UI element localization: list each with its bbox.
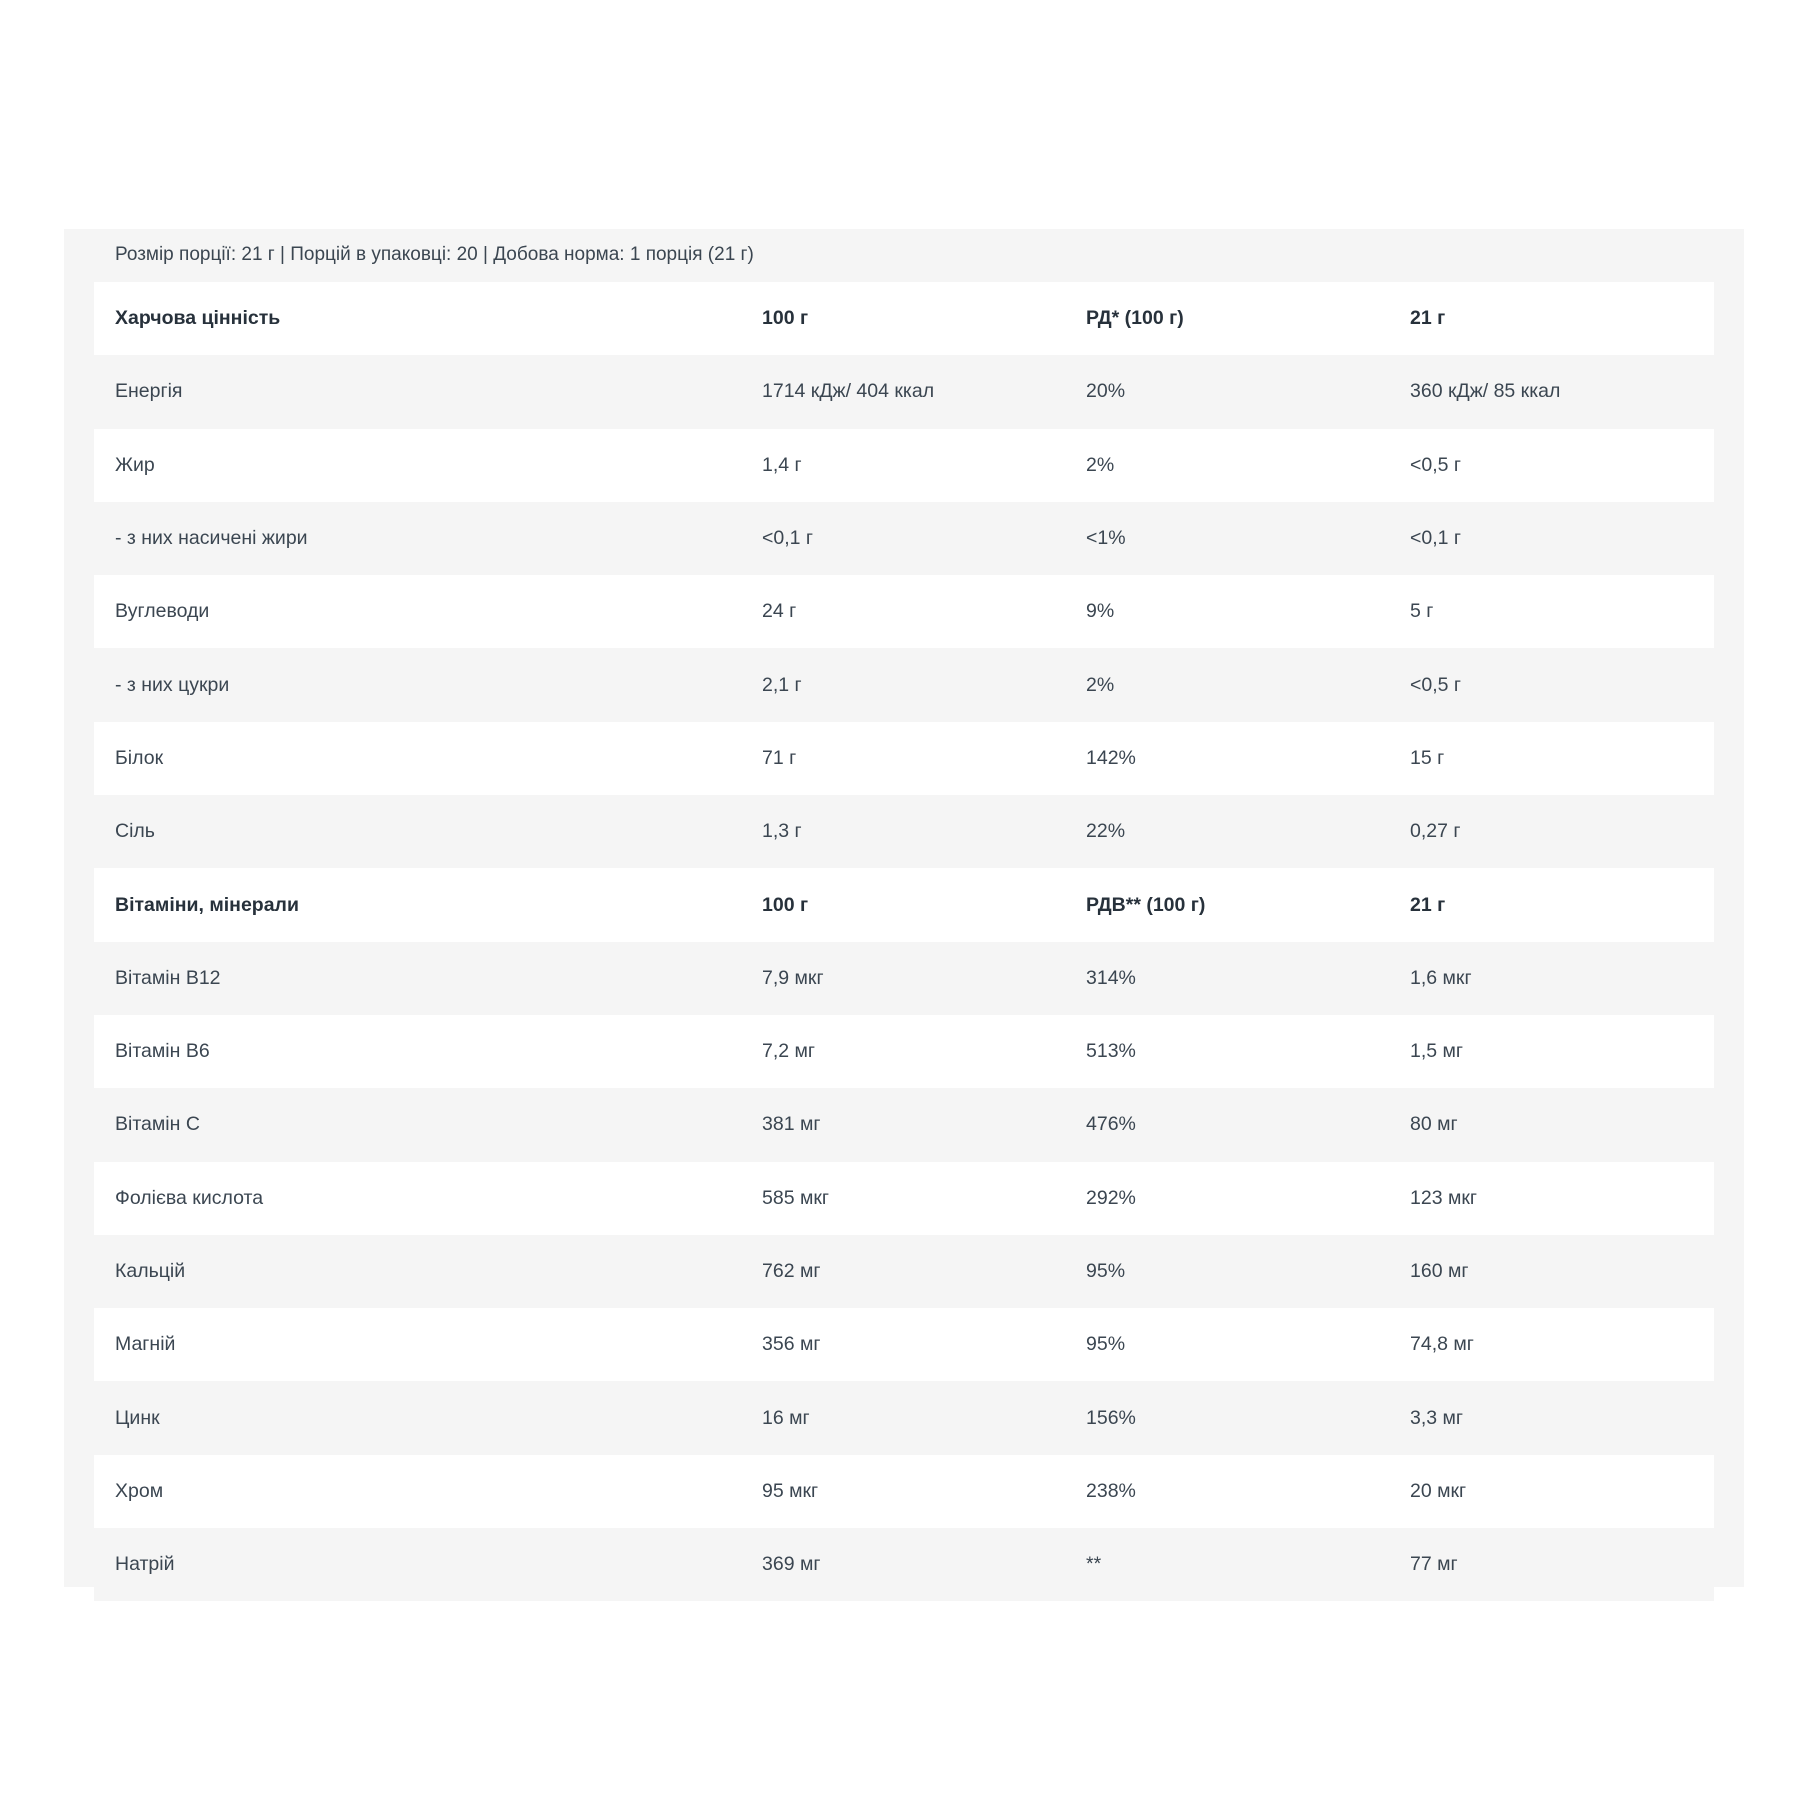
per-serving-cell: <0,1 г [1410,527,1462,550]
nutrition-table [94,282,1714,1601]
table-row [94,1162,1714,1235]
nutrient-name-cell: Енергія [115,380,183,403]
per-serving-cell: 0,27 г [1410,820,1461,843]
per-serving-cell: 1,6 мкг [1410,966,1472,989]
nutrient-name-cell: Вуглеводи [115,600,210,623]
per-100g-cell: 356 мг [762,1333,821,1356]
column-header: Вітаміни, мінерали [115,893,299,916]
column-header: 21 г [1410,893,1446,916]
per-serving-cell: 80 мг [1410,1113,1458,1136]
per-100g-cell: 381 мг [762,1113,821,1136]
per-100g-cell: 585 мкг [762,1186,830,1209]
per-serving-cell: 360 кДж/ 85 ккал [1410,380,1561,403]
daily-value-cell: 292% [1086,1186,1136,1209]
table-header-row [94,282,1714,355]
per-serving-cell: 74,8 мг [1410,1333,1474,1356]
daily-value-cell: 314% [1086,966,1136,989]
per-100g-cell: 24 г [762,600,797,623]
daily-value-cell: <1% [1086,527,1126,550]
column-header: 100 г [762,893,809,916]
per-100g-cell: <0,1 г [762,527,814,550]
nutrient-name-cell: Хром [115,1479,164,1502]
daily-value-cell: ** [1086,1553,1102,1576]
nutrient-name-cell: Кальцій [115,1260,186,1282]
daily-value-cell: 9% [1086,600,1115,623]
column-header: 21 г [1410,307,1446,330]
table-row [94,648,1714,721]
per-100g-cell: 369 мг [762,1553,821,1576]
nutrient-name-cell: Магній [115,1333,176,1356]
column-header: РДВ** (100 г) [1086,893,1206,916]
nutrient-name-cell: - з них цукри [115,673,230,696]
table-row [94,1015,1714,1088]
daily-value-cell: 476% [1086,1113,1136,1136]
per-100g-cell: 71 г [762,746,797,769]
daily-value-cell: 95% [1086,1333,1126,1356]
table-row [94,355,1714,428]
serving-info: Розмір порції: 21 г | Порцій в упаковці: 20 | Добова норма: 1 порція (21 г) [115,244,754,265]
table-row [94,1308,1714,1381]
per-100g-cell: 7,9 мкг [762,966,824,989]
per-serving-cell: 15 г [1410,746,1445,769]
nutrient-name-cell: Фолієва кислота [115,1186,264,1209]
daily-value-cell: 142% [1086,746,1136,769]
per-100g-cell: 1,4 г [762,453,802,476]
table-row [94,1088,1714,1161]
per-100g-cell: 95 мкг [762,1479,819,1502]
daily-value-cell: 2% [1086,453,1115,476]
nutrient-name-cell: Білок [115,746,164,769]
per-serving-cell: 3,3 мг [1410,1406,1464,1429]
table-row [94,942,1714,1015]
per-100g-cell: 2,1 г [762,673,802,696]
daily-value-cell: 238% [1086,1479,1136,1502]
table-row [94,1455,1714,1528]
table-row [94,429,1714,502]
nutrient-name-cell: Цинк [115,1406,160,1429]
per-serving-cell: 160 мг [1410,1260,1469,1282]
table-row [94,502,1714,575]
daily-value-cell: 513% [1086,1040,1136,1063]
per-100g-cell: 16 мг [762,1406,810,1429]
table-row [94,1528,1714,1601]
per-100g-cell: 1,3 г [762,820,802,843]
nutrient-name-cell: - з них насичені жири [115,527,308,550]
per-100g-cell: 762 мг [762,1260,821,1282]
daily-value-cell: 2% [1086,673,1115,696]
per-serving-cell: 77 мг [1410,1553,1458,1576]
per-serving-cell: <0,5 г [1410,673,1462,696]
table-row [94,1381,1714,1454]
column-header: Харчова цінність [115,307,281,330]
nutrient-name-cell: Сіль [115,820,155,843]
nutrient-name-cell: Вітамін C [115,1113,200,1136]
column-header: РД* (100 г) [1086,307,1184,330]
table-row [94,575,1714,648]
per-serving-cell: 123 мкг [1410,1186,1478,1209]
nutrition-panel [64,229,1744,1587]
per-100g-cell: 1714 кДж/ 404 ккал [762,380,935,403]
table-row [94,795,1714,868]
per-100g-cell: 7,2 мг [762,1040,816,1063]
per-serving-cell: <0,5 г [1410,453,1462,476]
table-row [94,1235,1714,1308]
nutrient-name-cell: Вітамін B6 [115,1040,210,1063]
nutrient-name-cell: Вітамін B12 [115,966,221,989]
table-row [94,722,1714,795]
nutrient-name-cell: Жир [115,453,155,476]
daily-value-cell: 22% [1086,820,1126,843]
per-serving-cell: 1,5 мг [1410,1040,1464,1063]
per-serving-cell: 20 мкг [1410,1479,1467,1502]
table-header-row [94,868,1714,941]
column-header: 100 г [762,307,809,330]
daily-value-cell: 156% [1086,1406,1136,1429]
nutrient-name-cell: Натрій [115,1553,175,1576]
daily-value-cell: 95% [1086,1260,1126,1282]
daily-value-cell: 20% [1086,380,1126,403]
per-serving-cell: 5 г [1410,600,1434,623]
